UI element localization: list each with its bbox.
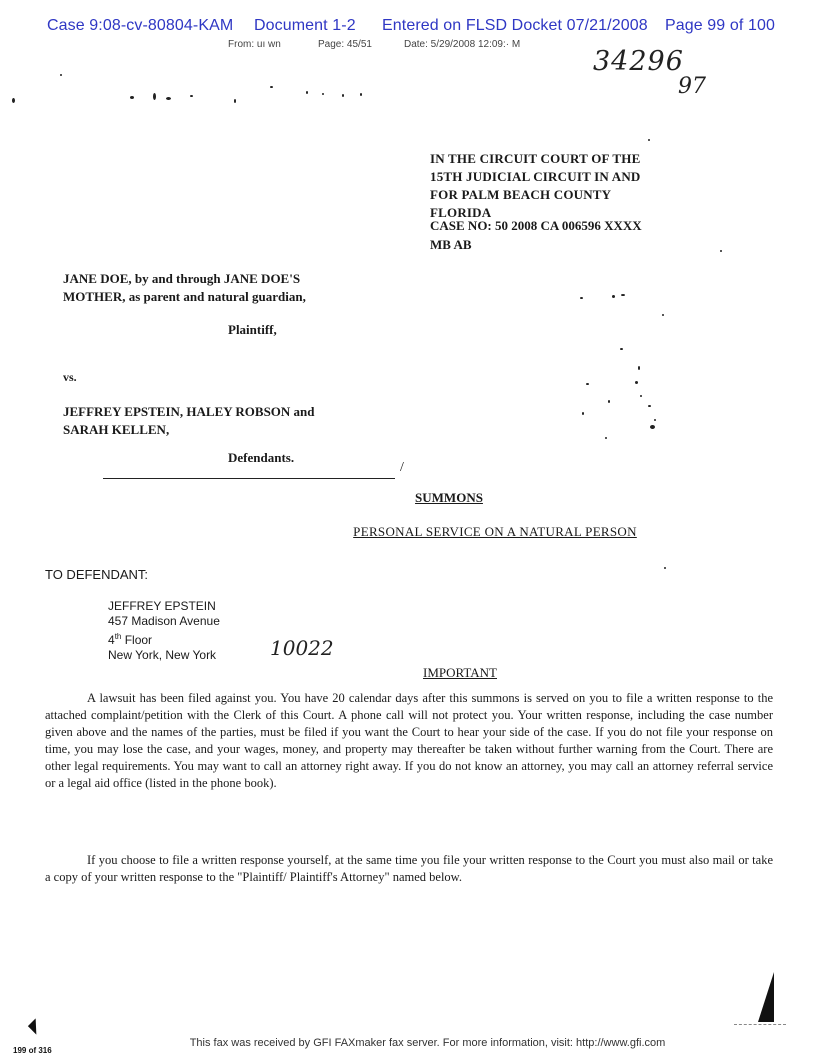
page-count: 199 of 316 [13,1046,52,1055]
court-heading-line: FLORIDA [430,205,492,220]
ecf-case-number: Case 9:08-cv-80804-KAM [47,17,234,34]
caption-slash: / [400,460,404,475]
ecf-page-number: Page 99 of 100 [665,17,775,34]
plaintiff-line: JANE DOE, by and through JANE DOE'S [63,271,301,286]
fax-page: Page: 45/51 [318,39,372,50]
summons-subtitle: PERSONAL SERVICE ON A NATURAL PERSON [353,524,637,539]
scan-mark-left [28,1018,44,1034]
handwritten-number: 34296 [593,46,684,77]
response-paragraph: If you choose to file a written response yourself, at the same time you file your written response to the Court you must also mail or take a copy of your written response to the "Plaintiff/ Plaintiff's Attorney" named below. [45,853,773,884]
defendant-line: JEFFREY EPSTEIN, HALEY ROBSON and [63,404,315,419]
summons-title: SUMMONS [415,490,483,505]
ecf-document-number: Document 1-2 [254,17,356,34]
plaintiff-role: Plaintiff, [228,322,277,337]
notice-paragraph: A lawsuit has been filed against you. You have 20 calendar days after this summons is served on you to file a written response to the attached complaint/petition with the Clerk of this Court. A phone call will not protect you. Your written response, including the case number given above and the names of the parties, must be filed if you want the Court to hear your side of the case. If you do not file your response on time, you may lose the case, and your wages, money, and property may thereafter be taken without further warning from the Court. There are other legal requirements. You may want to call an attorney right away. If you do not know an attorney, you may call an attorney referral service or a legal aid office (listed in the phone book). [45,691,773,790]
court-heading-line: 15TH JUDICIAL CIRCUIT IN AND [430,169,641,184]
ecf-entered-date: Entered on FLSD Docket 07/21/2008 [382,17,648,34]
fax-from: From: uı wn [228,39,281,50]
case-number [430,216,720,254]
address-street: 457 Madison Avenue [108,614,220,628]
fax-footer-notice: This fax was received by GFI FAXmaker fax server. For more information, visit: http://www.gfi.com [189,1037,666,1049]
court-heading-line: IN THE CIRCUIT COURT OF THE [430,151,641,166]
plaintiff-caption [63,270,383,306]
plaintiff-line: MOTHER, as parent and natural guardian, [63,289,306,304]
defendant-caption [63,403,373,439]
court-heading [430,150,720,222]
caption-divider [103,478,395,479]
address-name: JEFFREY EPSTEIN [108,599,216,613]
versus-label: vs. [63,370,77,384]
scan-mark-line [734,1024,786,1025]
defendant-role: Defendants. [228,450,295,465]
address-city: New York, New York [108,648,217,662]
court-heading-line: FOR PALM BEACH COUNTY [430,187,612,202]
scan-mark-right [758,972,774,1022]
defendant-address [108,599,220,663]
important-heading: IMPORTANT [422,665,497,680]
case-number-line: CASE NO: 50 2008 CA 006596 XXXX [430,218,642,233]
to-defendant-label: TO DEFENDANT: [45,567,149,582]
defendant-line: SARAH KELLEN, [63,422,170,437]
address-floor: 4th Floor [108,632,153,647]
handwritten-zip: 10022 [270,636,334,660]
fax-date: Date: 5/29/2008 12:09:· M [404,39,521,50]
case-number-line: MB AB [430,237,472,252]
handwritten-number-suffix: 97 [678,74,706,99]
